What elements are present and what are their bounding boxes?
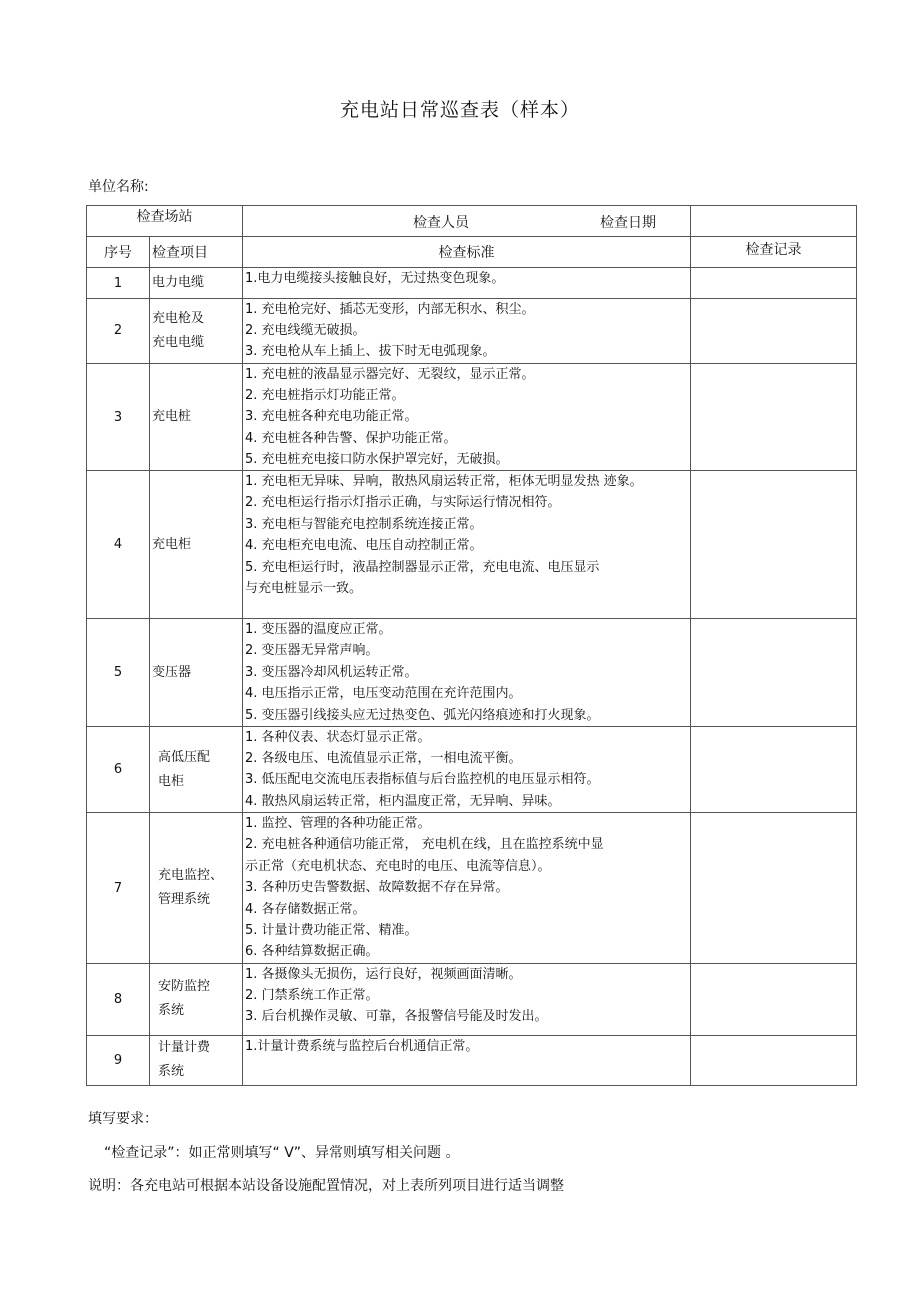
- row-number: 3: [87, 363, 150, 471]
- check-standard-line: 2. 充电线缆无破损。: [245, 323, 366, 338]
- check-item: [150, 727, 243, 813]
- row-number: 1: [87, 268, 150, 299]
- row-number: 9: [87, 1035, 150, 1085]
- explanation-note: 说明：各充电站可根据本站设备设施配置情况，对上表所列项目进行适当调整: [88, 1178, 564, 1194]
- check-item-line: 充电电缆: [152, 334, 205, 350]
- check-item-line: 管理系统: [158, 892, 211, 907]
- site-header: [87, 206, 243, 237]
- check-standard-line: 4. 散热风扇运转正常，柜内温度正常，无异响、异味。: [245, 793, 561, 809]
- table-row: [87, 299, 857, 364]
- check-standard-line: 4. 充电桩各种告警、保护功能正常。: [245, 430, 457, 446]
- row-number: 7: [87, 813, 150, 963]
- check-item: [150, 813, 243, 963]
- check-item: [150, 471, 243, 619]
- check-record-cell[interactable]: [691, 363, 857, 471]
- check-standard-line: 3. 充电桩各种充电功能正常。: [245, 409, 418, 425]
- fill-requirements-heading: 填写要求：: [88, 1111, 158, 1127]
- check-standard: [243, 471, 691, 619]
- item-header: 检查项目: [150, 237, 243, 268]
- check-record-cell[interactable]: [691, 299, 857, 364]
- table-row: [87, 963, 857, 1035]
- table-row: [87, 268, 857, 299]
- check-record-cell[interactable]: [691, 1035, 857, 1085]
- check-standard-line: 4. 各存储数据正常。: [245, 901, 366, 917]
- check-item: [150, 268, 243, 299]
- check-standard-line: 3. 变压器冷却风机运转正常。: [245, 664, 418, 680]
- check-standard-line: 3. 充电枪从车上插上、拔下时无电弧现象。: [245, 344, 496, 360]
- check-record-cell[interactable]: [691, 963, 857, 1035]
- inspection-table: [86, 205, 857, 1086]
- date-label: 检查日期: [600, 215, 656, 231]
- check-item-line: 计量计费: [158, 1040, 211, 1056]
- header-blank-cell[interactable]: [691, 206, 857, 237]
- page-title: 充电站日常巡查表（样本）: [339, 99, 580, 121]
- check-item: [150, 363, 243, 471]
- check-item-line: 变压器: [152, 664, 192, 680]
- table-row: [87, 1035, 857, 1085]
- check-standard-line: 5. 变压器引线接头应无过热变色、弧光闪络痕迹和打火现象。: [245, 707, 600, 723]
- check-standard-line: 3. 各种历史告警数据、故障数据不存在异常。: [245, 880, 509, 896]
- row-number: 4: [87, 471, 150, 619]
- check-standard-line: 5. 计量计费功能正常、精准。: [245, 922, 418, 938]
- check-standard-line: 1. 充电枪完好、插芯无变形，内部无积水、积尘。: [245, 302, 535, 317]
- check-item: [150, 963, 243, 1035]
- table-row: [87, 619, 857, 727]
- row-number: 6: [87, 727, 150, 813]
- row-number: 8: [87, 963, 150, 1035]
- table-row: [87, 813, 857, 963]
- check-standard-line: 2. 门禁系统工作正常。: [245, 987, 379, 1003]
- row-number: 5: [87, 619, 150, 727]
- check-standard-line: 2. 充电柜运行指示灯指示正确，与实际运行情况相符。: [245, 495, 561, 511]
- check-standard-line: 1. 监控、管理的各种功能正常。: [245, 816, 431, 832]
- check-standard: [243, 1035, 691, 1085]
- inspector-date-header: [243, 206, 691, 237]
- check-record-cell[interactable]: [691, 619, 857, 727]
- check-record-cell[interactable]: [691, 727, 857, 813]
- check-item-line: 充电柜: [152, 536, 192, 552]
- check-standard-line: 示正常（充电机状态、充电时的电压、电流等信息）。: [245, 858, 551, 874]
- table-row: [87, 471, 857, 619]
- check-standard-line: 5. 充电桩充电接口防水保护罩完好，无破损。: [245, 452, 509, 468]
- check-standard: [243, 299, 691, 364]
- check-standard: [243, 813, 691, 963]
- check-standard-line: 4. 电压指示正常，电压变动范围在充许范围内。: [245, 686, 522, 702]
- no-header: 序号: [87, 237, 150, 268]
- check-standard: [243, 363, 691, 471]
- table-header-row-1: [87, 206, 857, 237]
- check-standard-line: 1. 各摄像头无损伤，运行良好，视频画面清晰。: [245, 966, 522, 982]
- check-item: [150, 619, 243, 727]
- check-record-cell[interactable]: [691, 813, 857, 963]
- check-standard-line: 3. 充电柜与智能充电控制系统连接正常。: [245, 516, 483, 532]
- check-standard-line: 1.电力电缆接头接触良好，无过热变色现象。: [245, 271, 505, 286]
- check-item-line: 充电枪及: [152, 310, 205, 326]
- check-standard: [243, 619, 691, 727]
- check-item-line: 电柜: [158, 773, 185, 789]
- check-standard: [243, 963, 691, 1035]
- check-item: [150, 299, 243, 364]
- table-row: [87, 363, 857, 471]
- check-standard-line: 3. 低压配电交流电压表指标值与后台监控机的电压显示相符。: [245, 772, 600, 788]
- check-standard-line: 1. 充电柜无异味、异响，散热风扇运转正常，柜体无明显发热 迹象。: [245, 474, 643, 490]
- table-header-row-2: [87, 237, 857, 268]
- table-row: [87, 727, 857, 813]
- check-standard-line: 4. 充电柜充电电流、电压自动控制正常。: [245, 538, 483, 554]
- check-standard: [243, 727, 691, 813]
- check-standard-line: 1.计量计费系统与监控后台机通信正常。: [245, 1038, 479, 1054]
- check-item-line: 充电桩: [152, 409, 192, 425]
- check-standard-line: 2. 各级电压、电流值显示正常，一相电流平衡。: [245, 751, 522, 767]
- check-standard-line: 6. 各种结算数据正确。: [245, 944, 379, 960]
- check-standard-line: 2. 充电桩指示灯功能正常。: [245, 387, 405, 403]
- check-standard-line: 1. 充电桩的液晶显示器完好、无裂纹，显示正常。: [245, 366, 535, 382]
- check-standard-line: 与充电桩显示一致。: [245, 581, 363, 597]
- check-item-line: 充电监控、: [158, 868, 224, 883]
- check-item-line: 高低压配: [158, 749, 211, 765]
- check-standard-line: 1. 各种仪表、状态灯显示正常。: [245, 730, 431, 746]
- standard-header: 检查标准: [243, 237, 691, 268]
- check-standard-line: 2. 变压器无异常声响。: [245, 643, 379, 659]
- check-record-cell[interactable]: [691, 471, 857, 619]
- check-record-cell[interactable]: [691, 268, 857, 299]
- unit-name-label: 单位名称:: [88, 179, 149, 195]
- check-standard-line: 5. 充电柜运行时，液晶控制器显示正常，充电电流、电压显示: [245, 559, 600, 575]
- site-header-label: 检查场站: [136, 209, 193, 225]
- inspector-label: 检查人员: [413, 215, 469, 231]
- record-header: 检查记录: [691, 237, 857, 268]
- check-standard-line: 2. 充电桩各种通信功能正常， 充电机在线，且在监控系统中显: [245, 837, 604, 853]
- row-number: 2: [87, 299, 150, 364]
- fill-requirements-rule: “检查记录”：如正常则填写“ V”、异常则填写相关问题 。: [104, 1145, 460, 1161]
- check-item-line: 系统: [158, 1003, 185, 1019]
- check-item-line: 电力电缆: [152, 275, 205, 290]
- check-standard-line: 3. 后台机操作灵敏、可靠，各报警信号能及时发出。: [245, 1009, 548, 1025]
- check-standard: [243, 268, 691, 299]
- table-body: [87, 268, 857, 1086]
- check-item-line: 系统: [158, 1064, 185, 1080]
- check-item-line: 安防监控: [158, 979, 211, 995]
- check-standard-line: 1. 变压器的温度应正常。: [245, 622, 392, 638]
- check-item: [150, 1035, 243, 1085]
